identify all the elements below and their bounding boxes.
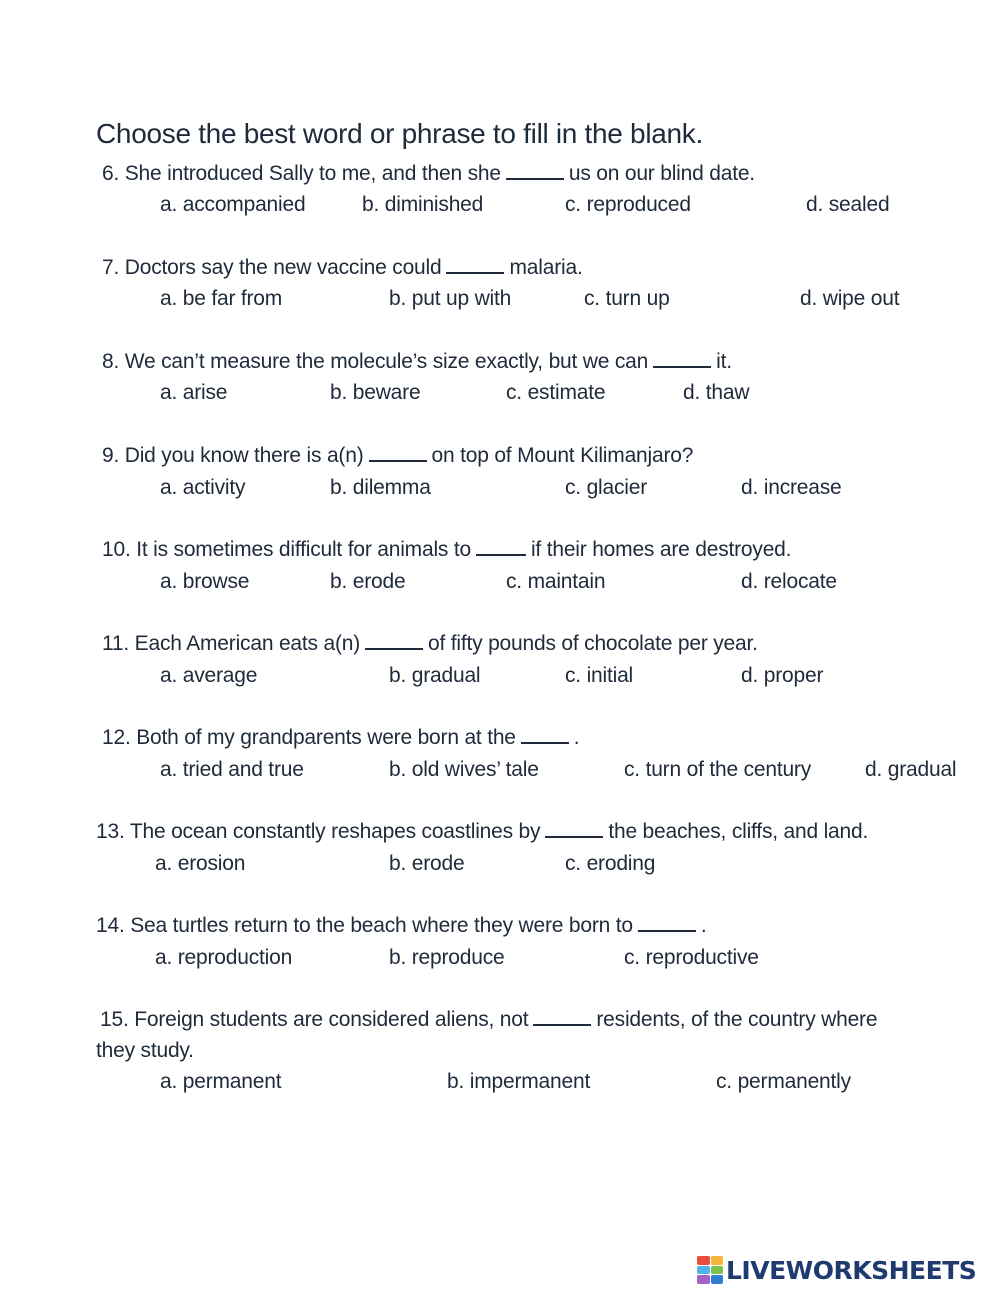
question-text-after: malaria. xyxy=(509,256,583,279)
option-c[interactable]: c. glacier xyxy=(565,476,648,499)
option-b[interactable]: b. old wives’ tale xyxy=(389,758,539,781)
question-9 xyxy=(102,440,693,471)
question-15-continuation: they study. xyxy=(96,1039,194,1062)
question-14 xyxy=(96,910,707,941)
question-text-after: on top of Mount Kilimanjaro? xyxy=(431,444,694,467)
question-15 xyxy=(100,1004,877,1035)
question-text-after: . xyxy=(573,726,580,749)
option-d[interactable]: d. wipe out xyxy=(800,287,900,310)
question-text-after: . xyxy=(700,914,707,937)
option-b[interactable]: b. beware xyxy=(330,381,421,404)
answer-blank[interactable] xyxy=(638,914,696,932)
question-text: 11. Each American eats a(n) xyxy=(102,632,361,655)
option-c[interactable]: c. estimate xyxy=(506,381,606,404)
answer-blank[interactable] xyxy=(446,256,504,274)
question-text-after: if their homes are destroyed. xyxy=(530,538,792,561)
page-title: Choose the best word or phrase to fill in the blank. xyxy=(96,118,703,149)
option-a[interactable]: a. activity xyxy=(160,476,246,499)
option-a[interactable]: a. erosion xyxy=(155,852,246,875)
option-b[interactable]: b. reproduce xyxy=(389,946,505,969)
option-d[interactable]: d. increase xyxy=(741,476,842,499)
question-text: 10. It is sometimes difficult for animals to xyxy=(102,538,471,561)
question-text: 14. Sea turtles return to the beach where they were born to xyxy=(96,914,633,937)
option-a[interactable]: a. browse xyxy=(160,570,250,593)
option-c[interactable]: c. turn up xyxy=(584,287,670,310)
logo-blocks-icon xyxy=(697,1256,723,1284)
logo-block xyxy=(697,1266,710,1275)
question-text: 9. Did you know there is a(n) xyxy=(102,444,364,467)
option-c[interactable]: c. turn of the century xyxy=(624,758,812,781)
question-text: 8. We can’t measure the molecule’s size exactly, but we can xyxy=(102,350,649,373)
logo-block xyxy=(711,1275,724,1284)
logo-text: LIVEWORKSHEETS xyxy=(726,1255,977,1285)
option-b[interactable]: b. put up with xyxy=(389,287,512,310)
option-b[interactable]: b. erode xyxy=(389,852,465,875)
question-text: 12. Both of my grandparents were born at the xyxy=(102,726,516,749)
option-c[interactable]: c. reproductive xyxy=(624,946,759,969)
option-d[interactable]: d. sealed xyxy=(806,193,890,216)
option-b[interactable]: b. dilemma xyxy=(330,476,431,499)
question-text: 7. Doctors say the new vaccine could xyxy=(102,256,442,279)
logo-block xyxy=(697,1256,710,1265)
answer-blank[interactable] xyxy=(365,632,423,650)
option-a[interactable]: a. average xyxy=(160,664,258,687)
logo-block xyxy=(697,1275,710,1284)
question-11 xyxy=(102,628,758,659)
option-a[interactable]: a. be far from xyxy=(160,287,283,310)
question-7 xyxy=(102,252,583,283)
option-d[interactable]: d. proper xyxy=(741,664,824,687)
question-text-after: of fifty pounds of chocolate per year. xyxy=(428,632,758,655)
question-12 xyxy=(102,722,579,753)
option-a[interactable]: a. permanent xyxy=(160,1070,282,1093)
option-c[interactable]: c. initial xyxy=(565,664,634,687)
question-text-after: residents, of the country where xyxy=(596,1008,878,1031)
option-d[interactable]: d. relocate xyxy=(741,570,837,593)
question-text: 6. She introduced Sally to me, and then she xyxy=(102,162,501,185)
option-c[interactable]: c. maintain xyxy=(506,570,606,593)
option-b[interactable]: b. diminished xyxy=(362,193,484,216)
liveworksheets-logo xyxy=(697,1253,976,1287)
question-text: 15. Foreign students are considered aliens, not xyxy=(100,1008,529,1031)
answer-blank[interactable] xyxy=(476,538,526,556)
answer-blank[interactable] xyxy=(533,1008,591,1026)
logo-block xyxy=(711,1266,724,1275)
question-8 xyxy=(102,346,732,377)
option-b[interactable]: b. impermanent xyxy=(447,1070,591,1093)
option-b[interactable]: b. gradual xyxy=(389,664,481,687)
answer-blank[interactable] xyxy=(521,726,569,744)
option-d[interactable]: d. gradual xyxy=(865,758,957,781)
question-6 xyxy=(102,158,755,189)
question-13 xyxy=(96,816,868,847)
answer-blank[interactable] xyxy=(369,444,427,462)
question-10 xyxy=(102,534,791,565)
option-c[interactable]: c. reproduced xyxy=(565,193,691,216)
answer-blank[interactable] xyxy=(506,162,564,180)
question-text-after: us on our blind date. xyxy=(568,162,755,185)
question-text-after: the beaches, cliffs, and land. xyxy=(608,820,869,843)
option-b[interactable]: b. erode xyxy=(330,570,406,593)
option-a[interactable]: a. accompanied xyxy=(160,193,306,216)
answer-blank[interactable] xyxy=(545,820,603,838)
question-text: 13. The ocean constantly reshapes coastlines by xyxy=(96,820,541,843)
option-a[interactable]: a. arise xyxy=(160,381,228,404)
option-c[interactable]: c. permanently xyxy=(716,1070,851,1093)
option-a[interactable]: a. reproduction xyxy=(155,946,293,969)
option-d[interactable]: d. thaw xyxy=(683,381,750,404)
question-text-after: it. xyxy=(716,350,732,373)
answer-blank[interactable] xyxy=(653,350,711,368)
option-a[interactable]: a. tried and true xyxy=(160,758,304,781)
logo-block xyxy=(711,1256,724,1265)
option-c[interactable]: c. eroding xyxy=(565,852,656,875)
